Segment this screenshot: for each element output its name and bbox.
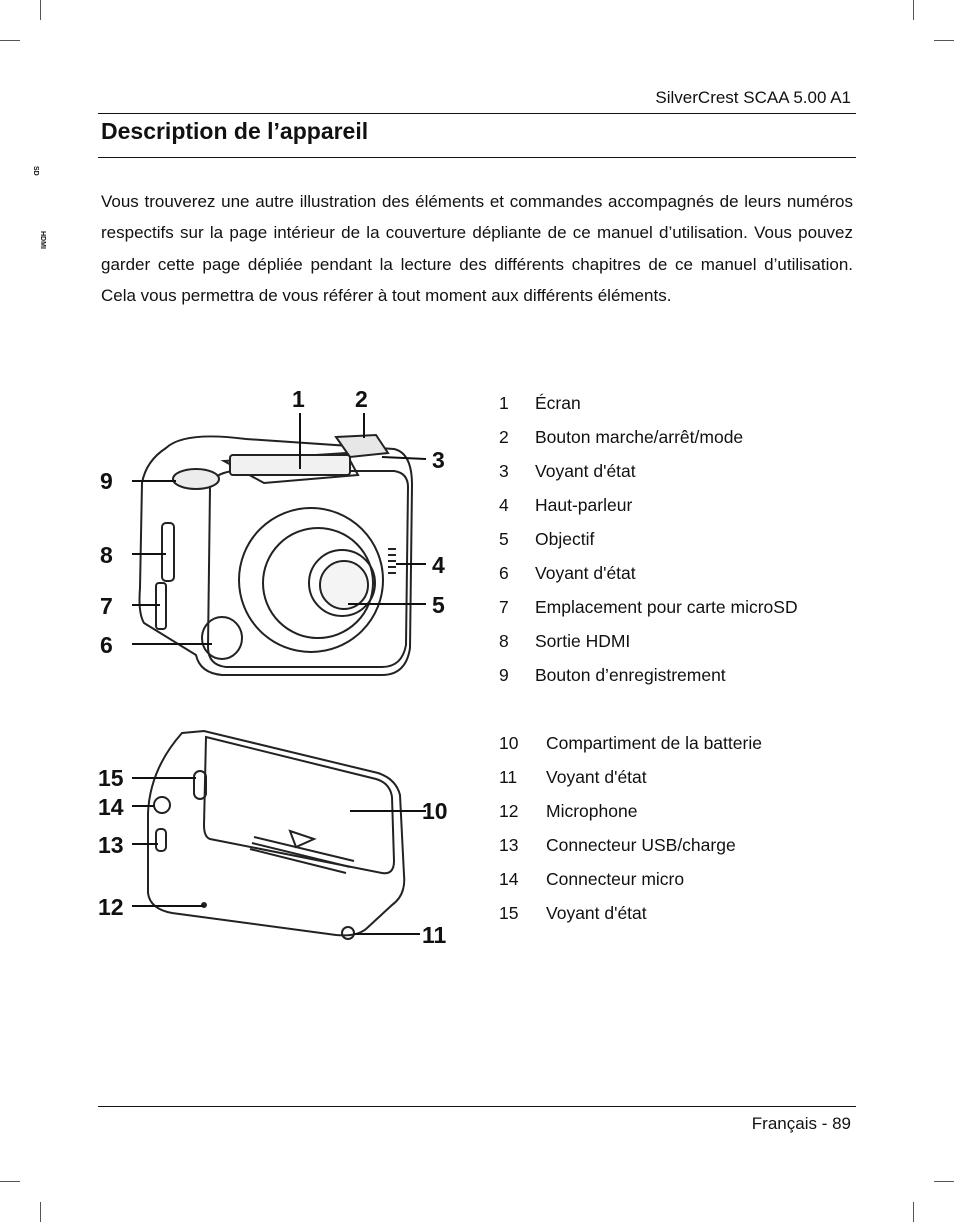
list-item: 13 Connecteur USB/charge <box>499 835 736 855</box>
callout-7: 7 <box>100 593 113 619</box>
callout-4: 4 <box>432 552 445 578</box>
section-title: Description de l’appareil <box>101 118 369 144</box>
callout-10: 10 <box>422 798 448 824</box>
header-rule <box>98 113 856 114</box>
list-item: 2 Bouton marche/arrêt/mode <box>499 427 744 447</box>
mic-connector <box>154 797 170 813</box>
crop-mark <box>913 0 914 20</box>
list-item: 1 Écran <box>499 393 581 413</box>
list-item: 9 Bouton d’enregistrement <box>499 665 726 685</box>
parts-list-front <box>499 386 798 692</box>
list-item: 5 Objectif <box>499 529 595 549</box>
callout-14: 14 <box>98 794 124 820</box>
list-item: 12 Microphone <box>499 801 638 821</box>
crop-mark <box>40 0 41 20</box>
list-item: 11 Voyant d'état <box>499 767 647 787</box>
sd-slot-label: SD <box>32 166 39 176</box>
hdmi-port-label: HDMI <box>39 231 46 249</box>
crop-mark <box>934 40 954 41</box>
callout-5: 5 <box>432 592 445 618</box>
speaker-grille <box>388 549 396 573</box>
parts-list-back <box>499 726 762 930</box>
camera-front-illustration <box>32 166 456 683</box>
callout-13: 13 <box>98 832 124 858</box>
crop-mark <box>913 1202 914 1222</box>
title-rule <box>98 157 856 158</box>
callout-6: 6 <box>100 632 113 658</box>
list-item: 3 Voyant d'état <box>499 461 636 481</box>
screen <box>230 455 350 475</box>
battery-cover <box>204 737 394 873</box>
list-item: 15 Voyant d'état <box>499 903 647 923</box>
status-light-bottom <box>342 927 354 939</box>
camera-back-illustration <box>96 725 456 950</box>
callout-3: 3 <box>432 447 445 473</box>
lens-glass <box>320 561 368 609</box>
crop-mark <box>934 1181 954 1182</box>
battery-cover-arrow <box>290 831 314 847</box>
callout-8: 8 <box>100 542 113 568</box>
callout-11: 11 <box>422 922 447 948</box>
camera-back-body <box>148 731 404 935</box>
record-button <box>173 469 219 489</box>
crop-mark <box>40 1202 41 1222</box>
footer-rule <box>98 1106 856 1107</box>
page-number: Français - 89 <box>751 1114 851 1133</box>
list-item: 7 Emplacement pour carte microSD <box>499 597 798 617</box>
usb-connector <box>156 829 166 851</box>
callout-1: 1 <box>292 386 305 412</box>
callout-12: 12 <box>98 894 124 920</box>
callout-2: 2 <box>355 386 368 412</box>
list-item: 6 Voyant d'état <box>499 563 636 583</box>
list-item: 8 Sortie HDMI <box>499 631 631 651</box>
list-item: 14 Connecteur micro <box>499 869 685 889</box>
crop-mark <box>0 1181 20 1182</box>
list-item: 4 Haut-parleur <box>499 495 633 515</box>
callout-9: 9 <box>100 468 113 494</box>
list-item: 10 Compartiment de la batterie <box>499 733 762 753</box>
hdmi-port <box>162 523 174 581</box>
header-model: SilverCrest SCAA 5.00 A1 <box>655 88 851 107</box>
crop-mark <box>0 40 20 41</box>
intro-paragraph: Vous trouverez une autre illustration des éléments et commandes accompagnés de leurs numéros respectifs sur la page intérieur de la couverture dépliante de ce manuel d’utilisation. Vous pouvez garder cette page dépliée pendant la lecture des différents chapitres de ce manuel d’utilisation. Cela vous permettra de vous référer à tout moment aux différents éléments. <box>101 192 853 305</box>
callout-15: 15 <box>98 765 124 791</box>
